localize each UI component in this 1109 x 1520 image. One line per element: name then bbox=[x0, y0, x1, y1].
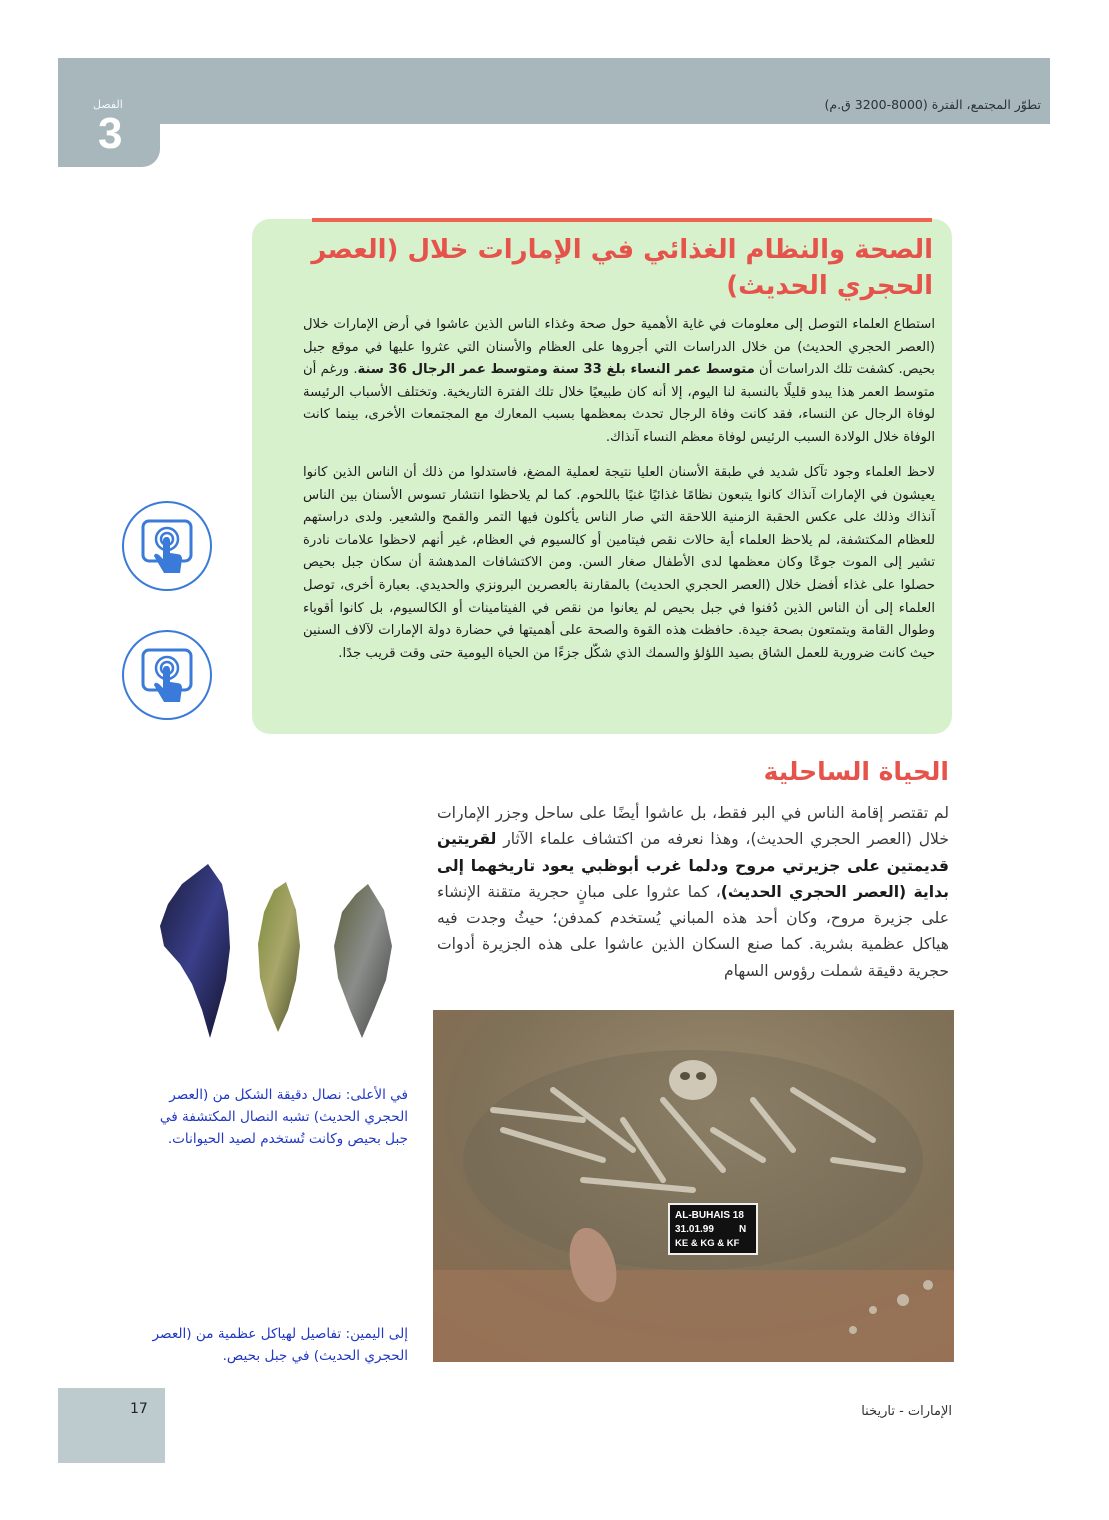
villages-highlight: لقريتين قديمتين على جزيرتي مروح ودلما غرب أبوظبي يعود تاريخهما إلى بداية (العصر الحجري الحديث) bbox=[437, 830, 949, 901]
section-title: الحياة الساحلية bbox=[763, 757, 949, 786]
photo-label-line2: 31.01.99 bbox=[675, 1224, 714, 1235]
title-rule bbox=[312, 218, 932, 222]
photo-label-line1: AL-BUHAIS 18 bbox=[675, 1210, 744, 1221]
coastal-paragraph: لم تقتصر إقامة الناس في البر فقط، بل عاشوا أيضًا على ساحل وجزر الإمارات خلال (العصر الحجري الحديث)، وهذا نعرفه من اكتشاف علماء الآثار لقريتين قديمتين على جزيرتي مروح ودلما غرب أبوظبي يعود تاريخهما إلى بداية (العصر الحجري الحديث)، كما عثروا على مبانٍ حجرية متقنة الإنشاء على جزيرة مروح، وكان أحد هذه المباني يُستخدم كمدفن؛ حيثُ وجدت فيه هياكل عظمية بشرية. كما صنع السكان الذين عاشوا على هذه الجزيرة أدوات حجرية دقيقة شملت رؤوس السهام bbox=[437, 804, 949, 980]
touch-interactive-icon[interactable] bbox=[122, 630, 212, 720]
chapter-label: الفصل bbox=[93, 98, 123, 111]
box-paragraph-2: لاحظ العلماء وجود تآكل شديد في طبقة الأسنان العليا نتيجة لعملية المضغ، فاستدلوا من ذلك أن الناس الذين كانوا يعيشون في الإمارات آنذاك كانوا يتبعون نظامًا غذائيًا غنيًا باللحوم. كما لم يلاحظوا انتشار تسوس الأسنان بين الناس آنذاك وذلك على عكس الحقبة الزمنية اللاحقة التي صار الناس يأكلون فيها التمر والقمح والشعير. ولدى دراستهم للعظام المكتشفة، لم يلاحظ العلماء أية حالات نقص فيتامين أو كالسيوم في العظام، غير أنهم لاحظوا علامات نادرة تشير إلى الموت جوعًا وكان معظمها لدى الأطفال صغار السن. ومن الاكتشافات المدهشة أن سكان جبل بحيص حصلوا على غذاء أفضل خلال (العصر الحجري الحديث) بالمقارنة بالعصرين البرونزي والحديدي. بعبارة أخرى، توصل العلماء إلى أن الناس الذين دُفنوا في جبل بحيص لم يعانوا من نقص في الفيتامينات أو الكالسيوم، بل كانوا أقوياء وطوال القامة ويتمتعون بصحة جيدة. حافظت هذه القوة والصحة على أهميتها في حضارة دولة الإمارات لآلاف السنين حيث كانت ضرورية للعمل الشاق بصيد اللؤلؤ والسمك الذي شكّل جزءًا من الحياة اليومية حتى وقت قريب جدًا. bbox=[303, 465, 935, 661]
page-number: 17 bbox=[130, 1401, 148, 1417]
touch-interactive-icon[interactable] bbox=[122, 501, 212, 591]
header-band bbox=[58, 58, 1050, 124]
box-paragraph-1: استطاع العلماء التوصل إلى معلومات في غاية الأهمية حول صحة وغذاء الناس الذين عاشوا في أرض الإمارات خلال (العصر الحجري الحديث) من خلال الدراسات التي أجروها على العظام والأسنان التي عثروا عليها في موقع جبل بحيص. كشفت تلك الدراسات أن متوسط عمر النساء بلغ 33 سنة ومتوسط عمر الرجال 36 سنة. ورغم أن متوسط العمر هذا يبدو قليلًا بالنسبة لنا اليوم، إلا أنه كان طبيعيًا خلال تلك الفترة التاريخية. وتختلف الأسباب الرئيسة لوفاة الرجال عن النساء، فقد كانت وفاة الرجال تحدث بمعظمها بسبب المعارك مع المجتمعات الأخرى، بينما كانت الوفاة خلال الولادة السبب الرئيس لوفاة معظم النساء آنذاك. bbox=[303, 317, 935, 445]
burial-photo bbox=[433, 1010, 954, 1362]
stone-points-image bbox=[150, 860, 408, 1050]
photo-label-line3: KE & KG & KF bbox=[675, 1238, 740, 1249]
book-title: الإمارات - تاريخنا bbox=[861, 1404, 952, 1419]
running-title: تطوّر المجتمع، الفترة (8000-3200 ق.م) bbox=[824, 97, 1041, 112]
box-title: الصحة والنظام الغذائي في الإمارات خلال (العصر الحجري الحديث) bbox=[311, 235, 933, 301]
photo-label-north: N bbox=[739, 1224, 747, 1235]
footer-tab bbox=[58, 1388, 165, 1463]
points-caption: في الأعلى: نصال دقيقة الشكل من (العصر الحجري الحديث) تشبه النصال المكتشفة في جبل بحيص وكانت تُستخدم لصيد الحيوانات. bbox=[159, 1087, 408, 1147]
chapter-number: 3 bbox=[98, 109, 123, 158]
burial-caption: إلى اليمين: تفاصيل لهياكل عظمية من (العصر الحجري الحديث) في جبل بحيص. bbox=[152, 1326, 408, 1364]
age-highlight: متوسط عمر النساء بلغ 33 سنة ومتوسط عمر الرجال 36 سنة bbox=[357, 362, 755, 378]
